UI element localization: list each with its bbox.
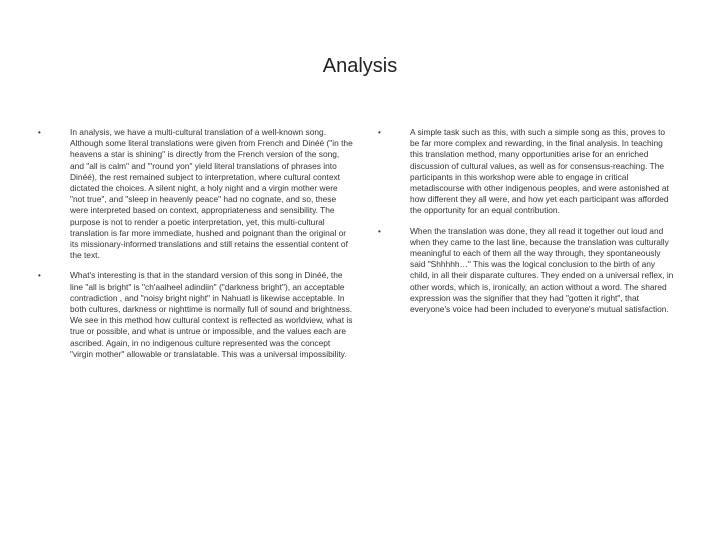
bullet-item xyxy=(378,127,674,217)
bullet-text: When the translation was done, they all read it together out loud and when they came to the last line, because the translation was culturally meaningful to each of them all the way through, they spontaneously said "Shhhhh…" This was the logical conclusion to the birth of any child, in all their disparate cultures. They ended on a universal reflex, in other words, which is, ironically, an action without a word. The shared expression was the signifier that they had "gotten it right", that everyone's voice had been included to everyone's mutual satisfaction. xyxy=(410,225,674,315)
bullet-dot: • xyxy=(378,128,381,137)
bullet-text: What's interesting is that in the standard version of this song in Dinéé, the line "all is bright" is "ch'aalheel adindiin" ("darkness bright"), an acceptable contradiction , and "noisy bright night" in Nahuatl is likewise acceptable. In both cultures, darkness or nighttime is normally full of sound and brightness. We see in this method how cultural context is reflected as worldview, what is true or possible, and what is untrue or impossible, and the values each are ascribed. Again, in no indigenous culture represented was the concept "virgin mother" allowable or translatable. This was a universal impossibility. xyxy=(70,270,353,359)
bullet-dot: • xyxy=(38,271,41,281)
bullet-item xyxy=(38,270,354,360)
bullet-text: A simple task such as this, with such a simple song as this, proves to be far more complex and rewarding, in the final analysis. In teaching this translation method, many opportunities arise for an enriched discussion of cultural values, as well as for consensus-reaching. The participants in this workshop were able to engage in critical metadiscourse with other indigenous peoples, and were astonished at how different they all were, and how yet each participant was afforded the opportunity for an equal contribution. xyxy=(410,127,669,216)
bullet-item xyxy=(38,127,354,261)
bullet-dot: • xyxy=(378,226,381,236)
bullet-dot: • xyxy=(38,128,41,137)
bullet-text: In analysis, we have a multi-cultural translation of a well-known song. Although some literal translations were given from French and Dinéé ("in the heavens a star is shining" is directly from the French version of the song, and "all is calm" and "'round yon" yield literal translations of phrases into Dinéé), the rest remained subject to interpretation, where cultural context dictated the choices. A silent night, a holy night and a virgin mother were "not true", and "sleep in heavenly peace" had no cognate, and so, these were interpreted based on context, appropriateness and sensibility. The purpose is not to render a poetic interpretation, yet, this multi-cultural translation is far more immediate, hushed and poignant than the original or its missionary-informed translations and still retains the essential content of the text. xyxy=(70,127,353,261)
left-column xyxy=(38,127,354,369)
slide-title: Analysis xyxy=(322,55,398,77)
right-column xyxy=(378,127,674,324)
bullet-item xyxy=(378,226,674,316)
